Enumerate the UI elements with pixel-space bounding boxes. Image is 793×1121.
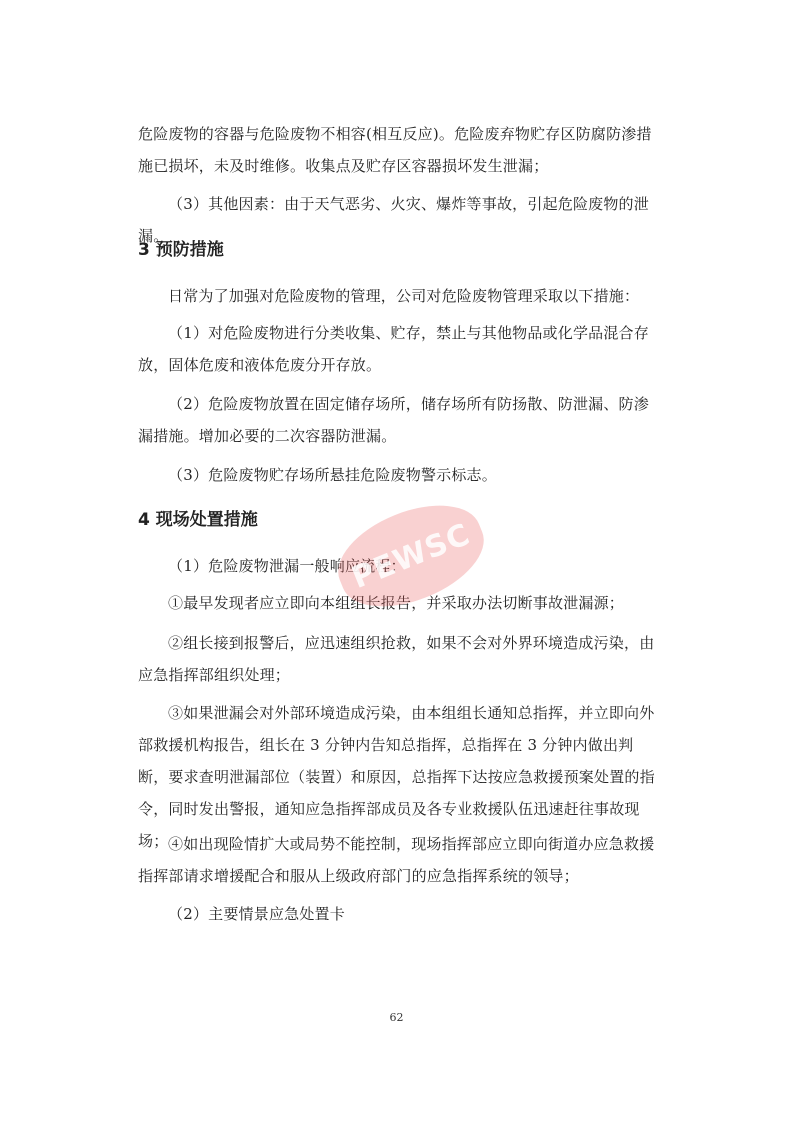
watermark-text: PEWSC bbox=[346, 516, 476, 596]
paragraph-step-4: ④如出现险情扩大或局势不能控制，现场指挥部应立即向街道办应急救援指挥部请求增援配合和服从上级政府部门的应急指挥系统的领导； bbox=[138, 835, 655, 885]
paragraph-measure-2: （2）危险废物放置在固定储存场所，储存场所有防扬散、防泄漏、防渗漏措施。增加必要的二次容器防泄漏。 bbox=[138, 395, 649, 445]
page-number: 62 bbox=[389, 1011, 404, 1024]
paragraph-step-2: ②组长接到报警后，应迅速组织抢救，如果不会对外界环境造成污染，由应急指挥部组织处理； bbox=[138, 634, 655, 684]
paragraph-other-factors: （3）其他因素：由于天气恶劣、火灾、爆炸等事故，引起危险废物的泄漏。 bbox=[138, 195, 649, 245]
paragraph-container-incompatibility: 危险废物的容器与危险废物不相容(相互反应)。危险废弃物贮存区防腐防渗措施已损坏，未及时维修。收集点及贮存区容器损坏发生泄漏； bbox=[138, 125, 652, 175]
paragraph-scenario-card: （2）主要情景应急处置卡 bbox=[168, 905, 345, 923]
paragraph-step-3: ③如果泄漏会对外部环境造成污染，由本组组长通知总指挥，并立即向外部救援机构报告，组长在 3 分钟内告知总指挥，总指挥在 3 分钟内做出判断，要求查明泄漏部位（装置）和原因，总指挥下达按应急救援预案处置的指令，同时发出警报，通知应急指挥部成员及各专业救援队伍迅速赶往事故现场； bbox=[138, 704, 655, 850]
section-heading-prevention: 3 预防措施 bbox=[138, 240, 224, 260]
paragraph-response-flow: （1）危险废物泄漏一般响应流程： bbox=[168, 557, 406, 575]
paragraph-step-1: ①最早发现者应立即向本组组长报告，并采取办法切断事故泄漏源； bbox=[168, 594, 625, 612]
section-heading-onsite-response: 4 现场处置措施 bbox=[138, 510, 258, 530]
paragraph-measure-1: （1）对危险废物进行分类收集、贮存，禁止与其他物品或化学品混合存放，固体危废和液体危废分开存放。 bbox=[138, 324, 649, 374]
paragraph-daily-management: 日常为了加强对危险废物的管理，公司对危险废物管理采取以下措施： bbox=[168, 287, 640, 305]
paragraph-measure-3: （3）危险废物贮存场所悬挂危险废物警示标志。 bbox=[168, 466, 497, 484]
